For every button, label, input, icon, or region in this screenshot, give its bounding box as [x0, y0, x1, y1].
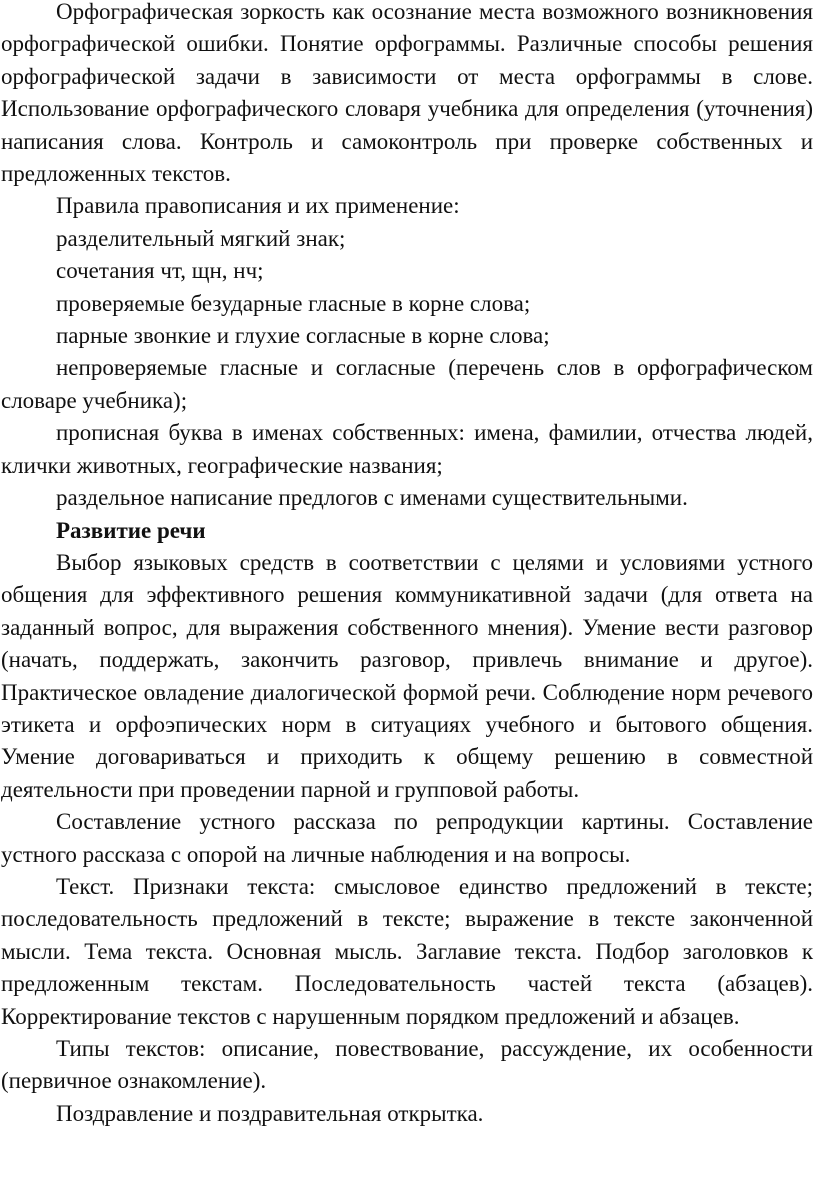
paragraph-language-means: Выбор языковых средств в соответствии с целями и условиями устного общения для эффективного решения коммуникативной задачи (для ответа на заданный вопрос, для выражения собственного мнения). Умение вести разговор (начать, поддержать, закончить разговор, привлечь внимание и другое). Практическое овладение диалогической формой речи. Соблюдение норм речевого этикета и орфоэпических норм в ситуациях учебного и бытового общения. Умение договариваться и приходить к общему решению в совместной деятельности при проведении парной и групповой работы.: [1, 549, 813, 802]
paragraph-text-features: Текст. Признаки текста: смысловое единство предложений в тексте; последовательность предложений в тексте; выражение в тексте законченной мысли. Тема текста. Основная мысль. Заглавие текста. Подбор заголовков к предложенным текстам. Последовательность частей текста (абзацев). Корректирование текстов с нарушенным порядком предложений и абзацев.: [1, 873, 813, 1029]
rule-item-unverifiable: непроверяемые гласные и согласные (перечень слов в орфографическом словаре учебника);: [1, 355, 813, 413]
paragraph-greeting-card: Поздравление и поздравительная открытка.: [56, 1100, 484, 1126]
paragraph-orthographic-vigilance: Орфографическая зоркость как осознание места возможного возникновения орфографической ошибки. Понятие орфограммы. Различные способы решения орфографической задачи в зависимости от места орфограммы в слове. Использование орфографического словаря учебника для определения (уточнения) написания слова. Контроль и самоконтроль при проверке собственных и предложенных текстов.: [1, 0, 813, 187]
rule-item-combinations: сочетания чт, щн, нч;: [56, 258, 264, 284]
rule-item-prepositions: раздельное написание предлогов с именами существительными.: [56, 485, 688, 511]
paragraph-spelling-rules-intro: Правила правописания и их применение:: [56, 193, 460, 219]
rule-item-unstressed-vowels: проверяемые безударные гласные в корне слова;: [56, 290, 531, 316]
rule-item-capital-letter: прописная буква в именах собственных: имена, фамилии, отчества людей, клички животных, географические названия;: [1, 420, 813, 478]
paragraph-oral-story: Составление устного рассказа по репродукции картины. Составление устного рассказа с опорой на личные наблюдения и на вопросы.: [1, 809, 813, 867]
paragraph-text-types: Типы текстов: описание, повествование, рассуждение, их особенности (первичное ознакомление).: [1, 1036, 813, 1094]
rule-item-soft-sign: разделительный мягкий знак;: [56, 225, 346, 251]
rule-item-paired-consonants: парные звонкие и глухие согласные в корне слова;: [56, 323, 550, 349]
section-heading-speech-development: Развитие речи: [56, 517, 206, 543]
